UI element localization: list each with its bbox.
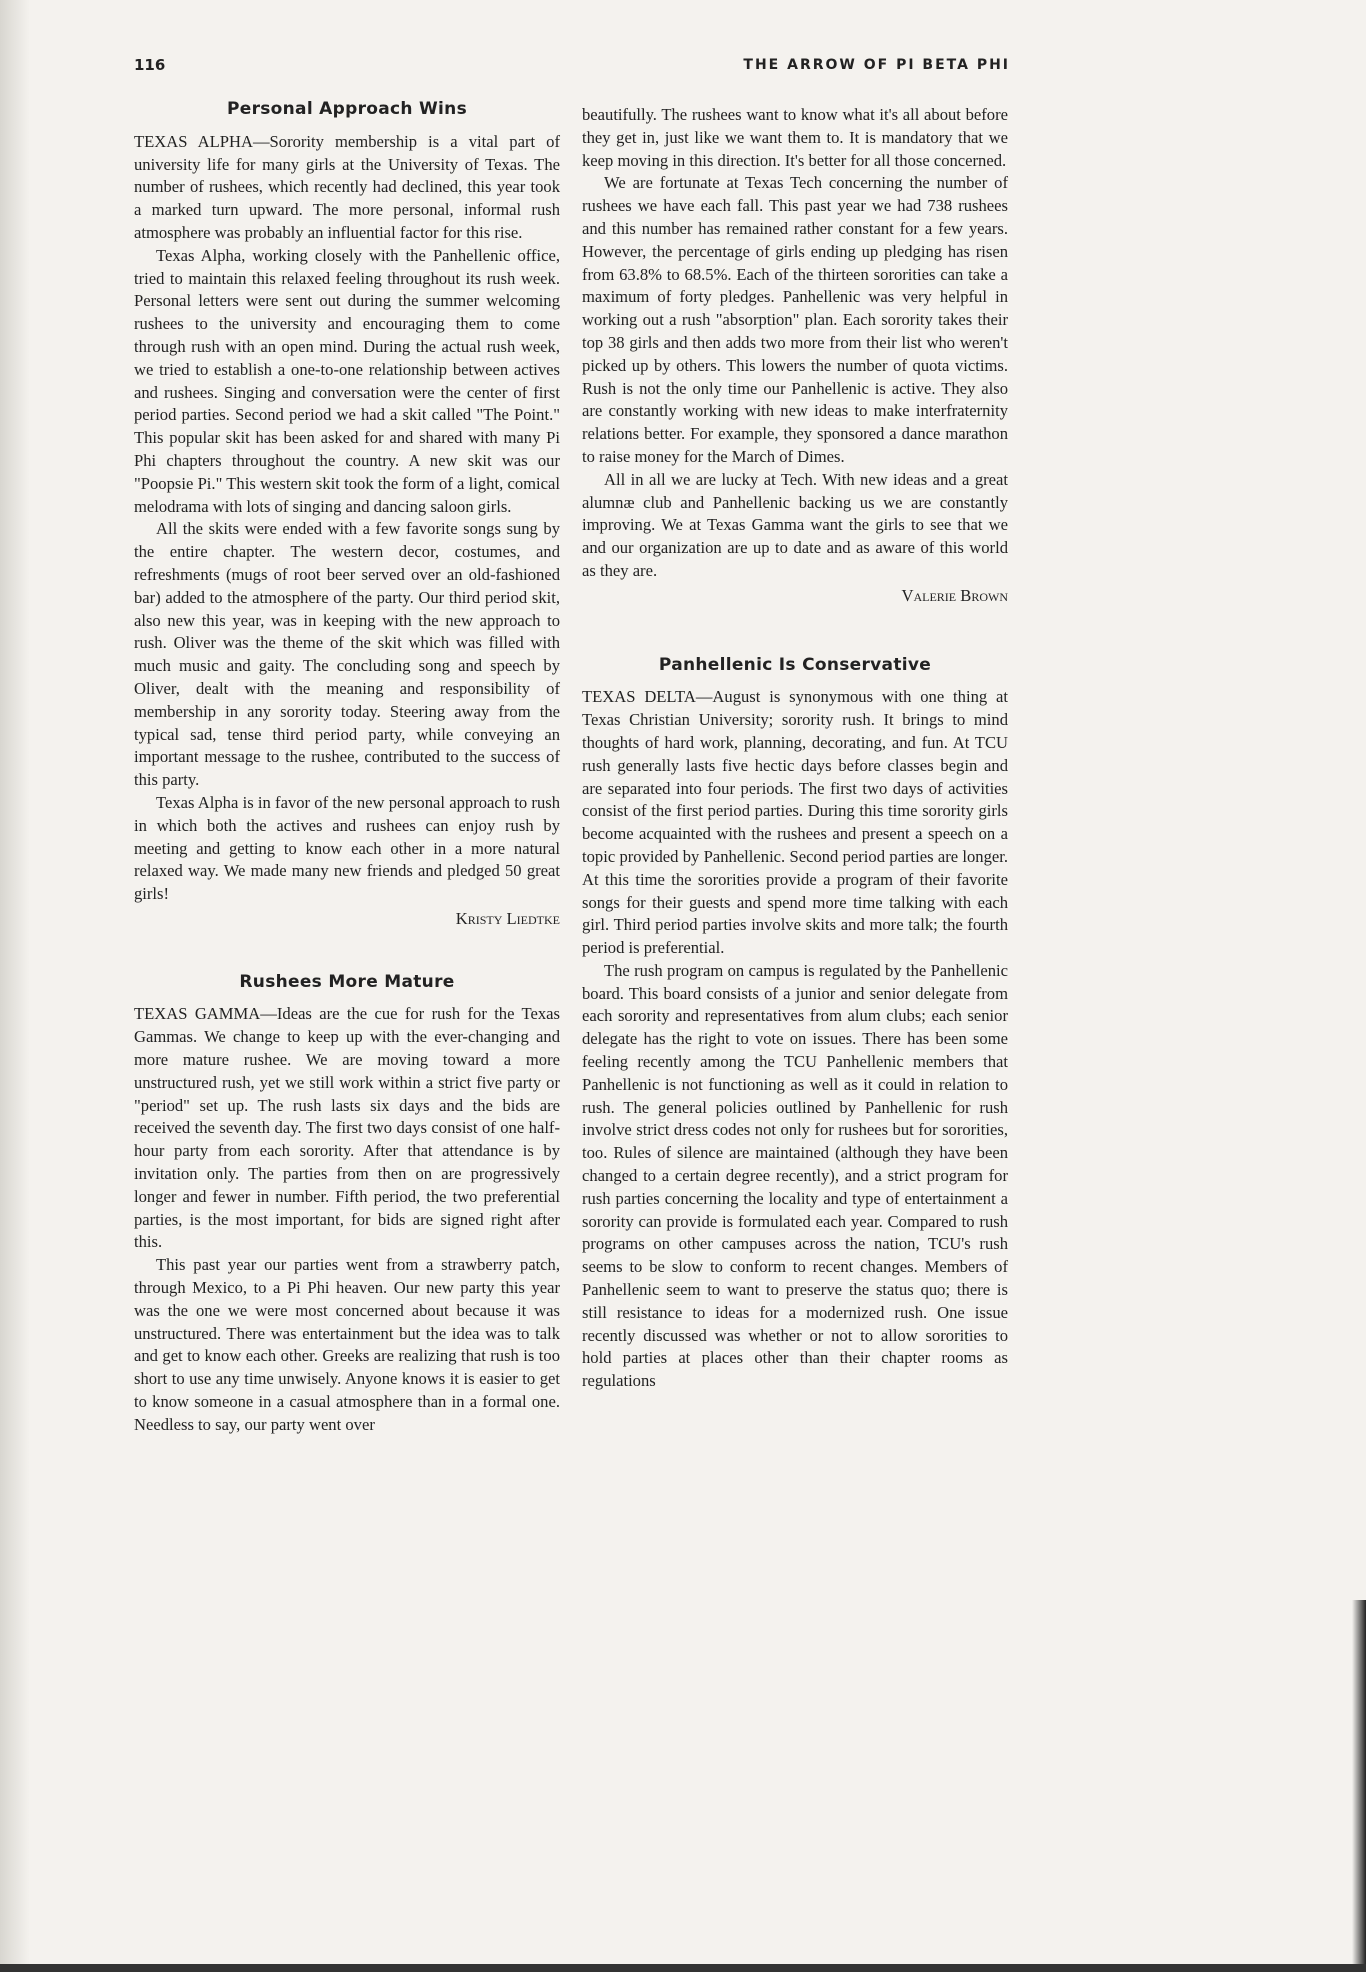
paragraph: beautifully. The rushees want to know what it's all about before they get in, just like we want them to. It is mandatory that we keep moving in this direction. It's better for all those concerned.	[582, 105, 1008, 170]
signature: Kristy Liedtke	[455, 908, 560, 928]
running-head: THE ARROW OF PI BETA PHI	[743, 57, 1010, 73]
signature: Valerie Brown	[901, 585, 1008, 605]
paragraph: TEXAS GAMMA—Ideas are the cue for rush for the Texas Gammas. We change to keep up with the ever-changing and more mature rushee. We are moving toward a more unstructured rush, yet we still work within a strict five party or "period" set up. The rush lasts six days and the bids are received the seventh day. The first two days consist of one half-hour party from each sorority. After that attendance is by invitation only. The parties from then on are progressively longer and fewer in number. Fifth period, the two preferential parties, is the most important, for bids are signed right after this.	[134, 1004, 560, 1252]
paragraph: Texas Alpha, working closely with the Panhellenic office, tried to maintain this relaxed feeling throughout its rush week. Personal letters were sent out during the summer welcoming rushees to the university and encouraging them to come through rush with an open mind. During the actual rush week, we tried to establish a one-to-one relationship between actives and rushees. Singing and conversation were the center of first period parties. Second period we had a skit called "The Point." This popular skit has been asked for and shared with many Pi Phi chapters throughout the country. A new skit was our "Poopsie Pi." This western skit took the form of a light, comical melodrama with lots of singing and dancing saloon girls.	[134, 245, 560, 516]
paragraph: We are fortunate at Texas Tech concerning the number of rushees we have each fall. This past year we had 738 rushees and this number has remained rather constant for a few years. However, the percentage of girls ending up pledging has risen from 63.8% to 68.5%. Each of the thirteen sororities can take a maximum of forty pledges. Panhellenic was very helpful in working out a rush "absorption" plan. Each sorority takes their top 38 girls and then adds two more from their list who weren't picked up by others. This lowers the number of quota victims. Rush is not the only time our Panhellenic is active. They also are constantly working with new ideas to make interfraternity relations better. For example, they sponsored a dance marathon to raise money for the March of Dimes.	[582, 173, 1008, 466]
scan-shadow	[1352, 1600, 1366, 1972]
article-title: Panhellenic Is Conservative	[658, 654, 932, 675]
scan-bottom-edge	[0, 1964, 1366, 1972]
paragraph: All in all we are lucky at Tech. With new ideas and a great alumnæ club and Panhellenic backing us we are constantly improving. We at Texas Gamma want the girls to see that we and our organization are up to date and as aware of this world as they are.	[582, 469, 1008, 580]
paragraph: TEXAS DELTA—August is synonymous with one thing at Texas Christian University; sorority rush. It brings to mind thoughts of hard work, planning, decorating, and fun. At TCU rush generally lasts five hectic days before classes begin and are separated into four periods. The first two days of activities consist of the first period parties. During this time sorority girls become acquainted with the rushees and present a speech on a topic provided by Panhellenic. Second period parties are longer. At this time the sororities provide a program of their favorite songs for their guests and spend more time talking with each girl. Third period parties involve skits and more talk; the fourth period is preferential.	[582, 687, 1008, 958]
page-number: 116	[134, 56, 166, 74]
paragraph: TEXAS ALPHA—Sorority membership is a vital part of university life for many girls at the University of Texas. The number of rushees, which recently had declined, this year took a marked turn upward. The more personal, informal rush atmosphere was probably an influential factor for this rise.	[134, 131, 560, 242]
left-column	[134, 98, 560, 1437]
paragraph: The rush program on campus is regulated by the Panhellenic board. This board consists of a junior and senior delegate from each sorority and representatives from alum clubs; each senior delegate has the right to vote on issues. There has been some feeling recently among the TCU Panhellenic members that Panhellenic is not functioning as well as it could in relation to rush. The general policies outlined by Panhellenic for rush involve strict dress codes not only for rushees but for sororities, too. Rules of silence are maintained (although they have been changed to a certain degree recently), and a strict program for rush parties concerning the locality and type of entertainment a sorority can provide is formulated each year. Compared to rush programs on other campuses across the nation, TCU's rush seems to be slow to conform to recent changes. Members of Panhellenic seem to want to preserve the status quo; there is still resistance to ideas for a modernized rush. One issue recently discussed was whether or not to allow sororities to hold parties at places other than their chapter rooms as regulations	[582, 960, 1008, 1391]
article-title: Rushees More Mature	[239, 971, 455, 992]
right-column	[582, 104, 1008, 1393]
scan-edge	[0, 0, 30, 1972]
article-title: Personal Approach Wins	[226, 99, 468, 119]
paragraph: This past year our parties went from a strawberry patch, through Mexico, to a Pi Phi heaven. Our new party this year was the one we were most concerned about because it was unstructured. There was entertainment but the idea was to talk and get to know each other. Greeks are realizing that rush is too short to use any time unwisely. Anyone knows it is easier to get to know someone in a casual atmosphere than in a formal one. Needless to say, our party went over	[134, 1255, 560, 1434]
paragraph: Texas Alpha is in favor of the new personal approach to rush in which both the actives and rushees can enjoy rush by meeting and getting to know each other in a more natural relaxed way. We made many new friends and pledged 50 great girls!	[134, 792, 560, 904]
paragraph: All the skits were ended with a few favorite songs sung by the entire chapter. The western decor, costumes, and refreshments (mugs of root beer served over an old-fashioned bar) added to the atmosphere of the party. Our third period skit, also new this year, was in keeping with the new approach to rush. Oliver was the theme of the skit which was filled with much music and gaity. The concluding song and speech by Oliver, dealt with the meaning and responsibility of membership in any sorority today. Steering away from the typical sad, tense third period party, while conveying an important message to the rushee, contributed to the success of this party.	[134, 519, 560, 790]
